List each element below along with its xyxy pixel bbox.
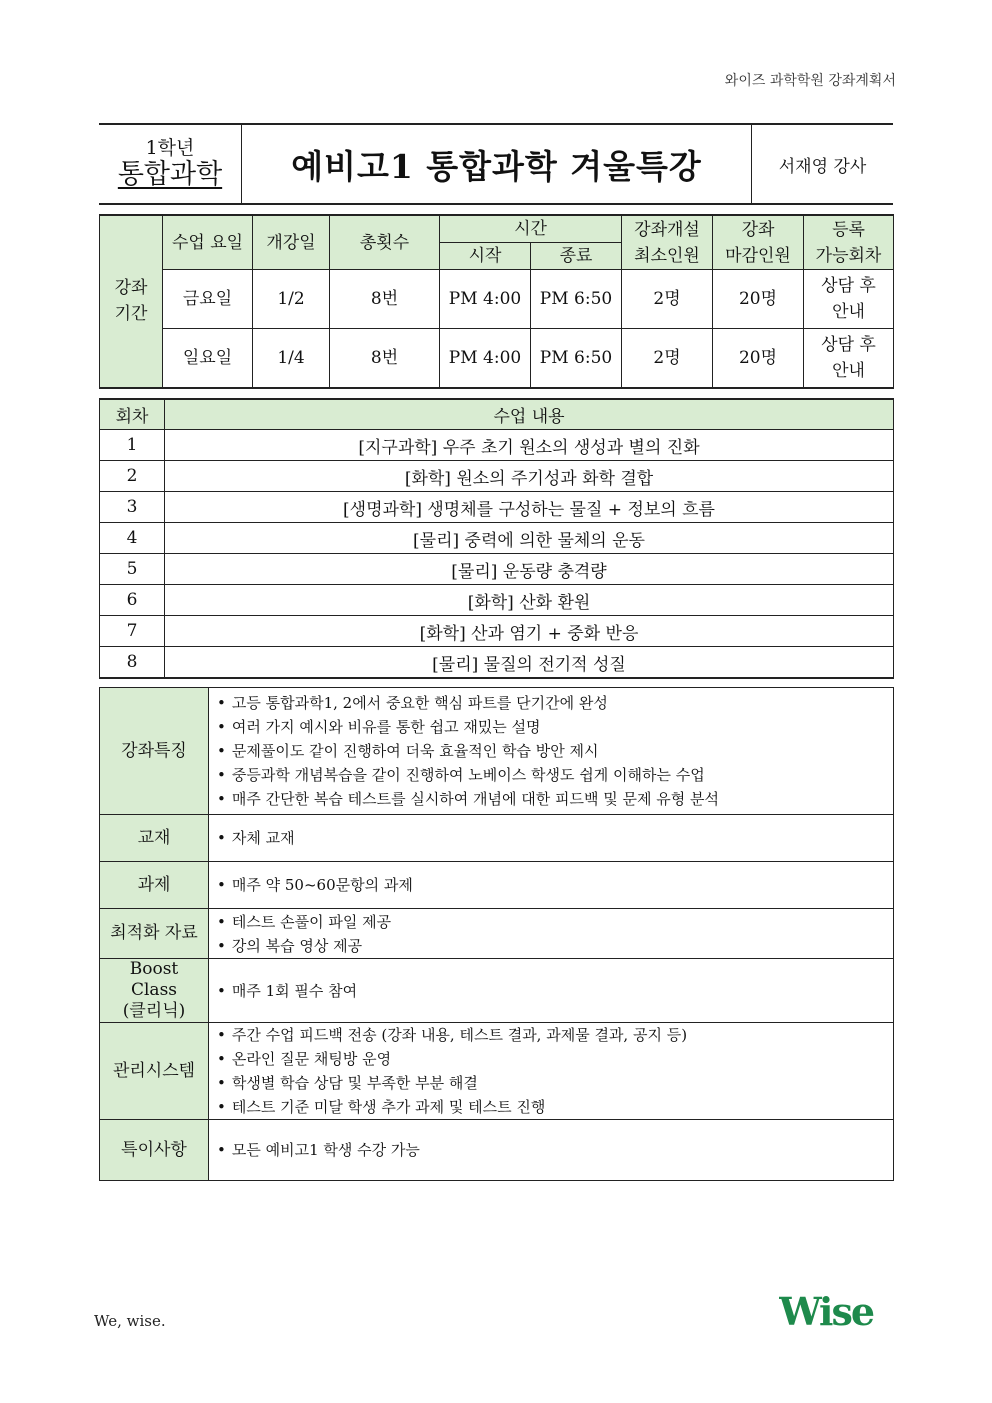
cell-min: 2명 (622, 329, 713, 388)
logo-text: Wise (779, 1293, 874, 1329)
title-box (99, 123, 893, 205)
header-time-end: 종료 (531, 243, 622, 270)
table-row (100, 492, 894, 523)
feature-item: • 주간 수업 피드백 전송 (강좌 내용, 테스트 결과, 과제물 결과, 공지 등) (217, 1023, 893, 1047)
feature-label: 과제 (100, 862, 209, 909)
feature-content (209, 862, 894, 909)
header-count: 총횟수 (330, 215, 440, 270)
cell-count: 8번 (330, 329, 440, 388)
feature-item: • 매주 간단한 복습 테스트를 실시하여 개념에 대한 피드백 및 문제 유형 분석 (217, 787, 893, 811)
feature-row-notes (100, 1120, 894, 1181)
feature-label: 관리시스템 (100, 1023, 209, 1120)
feature-content (209, 1023, 894, 1120)
feature-content (209, 959, 894, 1023)
curriculum-table (99, 398, 894, 679)
session-no: 7 (100, 616, 165, 647)
cell-start-date: 1/2 (253, 270, 330, 329)
document-header: 와이즈 과학학원 강좌계획서 (724, 73, 896, 89)
cell-avail: 상담 후 안내 (804, 270, 894, 329)
header-start-date: 개강일 (253, 215, 330, 270)
cell-start: PM 4:00 (440, 329, 531, 388)
table-row (100, 647, 894, 679)
feature-label: 강좌특징 (100, 688, 209, 815)
feature-item: • 테스트 손풀이 파일 제공 (217, 910, 893, 934)
table-row (100, 616, 894, 647)
cell-count: 8번 (330, 270, 440, 329)
cell-start: PM 4:00 (440, 270, 531, 329)
feature-item: • 고등 통합과학1, 2에서 중요한 핵심 파트를 단기간에 완성 (217, 691, 893, 715)
table-row (100, 554, 894, 585)
cell-day: 금요일 (163, 270, 253, 329)
course-title: 예비고1 통합과학 겨울특강 (242, 125, 752, 203)
footer-slogan: We, wise. (94, 1312, 166, 1330)
cell-max: 20명 (713, 329, 804, 388)
session-no: 4 (100, 523, 165, 554)
header-session-content: 수업 내용 (165, 399, 894, 430)
session-content: [화학] 산화 환원 (165, 585, 894, 616)
feature-label: 특이사항 (100, 1120, 209, 1181)
feature-item: • 테스트 기준 미달 학생 추가 과제 및 테스트 진행 (217, 1095, 893, 1119)
cell-end: PM 6:50 (531, 329, 622, 388)
feature-content (209, 688, 894, 815)
feature-item: • 여러 가지 예시와 비유를 통한 쉽고 재밌는 설명 (217, 715, 893, 739)
session-no: 6 (100, 585, 165, 616)
table-row (100, 461, 894, 492)
header-session-no: 회차 (100, 399, 165, 430)
cell-min: 2명 (622, 270, 713, 329)
session-no: 5 (100, 554, 165, 585)
feature-item: • 매주 약 50~60문항의 과제 (217, 873, 893, 897)
grade-cell (99, 125, 242, 203)
schedule-table (99, 214, 894, 389)
feature-item: • 강의 복습 영상 제공 (217, 934, 893, 958)
table-row (100, 430, 894, 461)
feature-row-boost-class (100, 959, 894, 1023)
header-day: 수업 요일 (163, 215, 253, 270)
session-content: [물리] 중력에 의한 물체의 운동 (165, 523, 894, 554)
feature-content (209, 815, 894, 862)
header-min: 강좌개설 최소인원 (622, 215, 713, 270)
session-no: 2 (100, 461, 165, 492)
feature-item: • 학생별 학습 상담 및 부족한 부분 해결 (217, 1071, 893, 1095)
session-no: 1 (100, 430, 165, 461)
feature-content (209, 909, 894, 959)
feature-row-management (100, 1023, 894, 1120)
session-content: [화학] 원소의 주기성과 화학 결합 (165, 461, 894, 492)
session-content: [생명과학] 생명체를 구성하는 물질 + 정보의 흐름 (165, 492, 894, 523)
feature-row-textbook (100, 815, 894, 862)
session-no: 3 (100, 492, 165, 523)
feature-item: • 자체 교재 (217, 826, 893, 850)
feature-label: Boost Class (클리닉) (100, 959, 209, 1023)
feature-item: • 중등과학 개념복습을 같이 진행하여 노베이스 학생도 쉽게 이해하는 수업 (217, 763, 893, 787)
feature-item: • 매주 1회 필수 참여 (217, 979, 893, 1003)
session-content: [화학] 산과 염기 + 중화 반응 (165, 616, 894, 647)
teacher-name: 서재영 강사 (778, 156, 867, 177)
table-row (100, 270, 894, 329)
feature-row-materials (100, 909, 894, 959)
cell-avail: 상담 후 안내 (804, 329, 894, 388)
session-no: 8 (100, 647, 165, 679)
cell-day: 일요일 (163, 329, 253, 388)
header-time-start: 시작 (440, 243, 531, 270)
session-content: [물리] 물질의 전기적 성질 (165, 647, 894, 679)
feature-label: 최적화 자료 (100, 909, 209, 959)
cell-start-date: 1/4 (253, 329, 330, 388)
feature-row-homework (100, 862, 894, 909)
header-max: 강좌 마감인원 (713, 215, 804, 270)
feature-content (209, 1120, 894, 1181)
features-table (99, 687, 894, 1181)
feature-item: • 문제풀이도 같이 진행하여 더욱 효율적인 학습 방안 제시 (217, 739, 893, 763)
cell-end: PM 6:50 (531, 270, 622, 329)
table-row (100, 329, 894, 388)
feature-item: • 모든 예비고1 학생 수강 가능 (217, 1138, 893, 1162)
session-content: [지구과학] 우주 초기 원소의 생성과 별의 진화 (165, 430, 894, 461)
session-content: [물리] 운동량 충격량 (165, 554, 894, 585)
feature-row-characteristics (100, 688, 894, 815)
feature-label: 교재 (100, 815, 209, 862)
table-row (100, 585, 894, 616)
subject-label: 통합과학 (117, 159, 223, 190)
feature-item: • 온라인 질문 채팅방 운영 (217, 1047, 893, 1071)
wise-logo-icon (779, 1293, 895, 1329)
header-avail: 등록 가능회차 (804, 215, 894, 270)
grade-label: 1학년 (145, 137, 195, 159)
table-row (100, 523, 894, 554)
cell-max: 20명 (713, 270, 804, 329)
schedule-row-label: 강좌 기간 (100, 215, 163, 388)
header-time: 시간 (440, 215, 622, 243)
